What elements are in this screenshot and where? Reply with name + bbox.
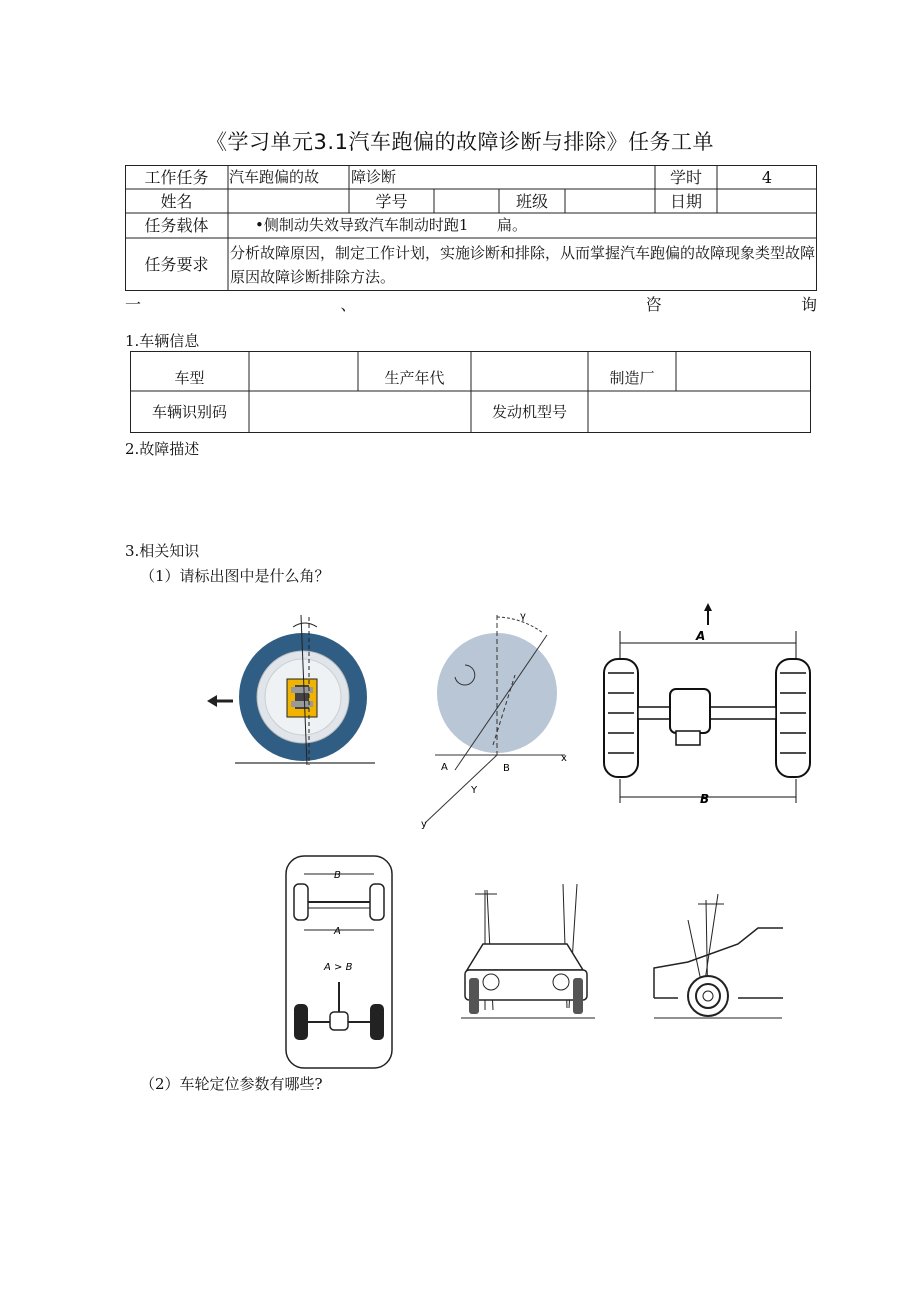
section-vehicle-info: 1.车辆信息 bbox=[125, 332, 200, 350]
student-no-label: 学号 bbox=[375, 192, 408, 211]
left-wheel-shape bbox=[604, 659, 638, 777]
vin-field[interactable] bbox=[249, 391, 471, 433]
fault-description-area[interactable] bbox=[125, 458, 817, 536]
manufacturer-label: 制造厂 bbox=[609, 369, 655, 387]
consult-heading bbox=[125, 292, 817, 315]
figure-axle-toe bbox=[600, 603, 815, 808]
consult-char-2: 、 bbox=[340, 295, 357, 314]
fig3-a-label: A bbox=[696, 629, 706, 643]
figure-kingpin-angle bbox=[415, 605, 575, 830]
carrier-value-b: 扁。 bbox=[497, 216, 528, 234]
hours-label: 学时 bbox=[669, 168, 702, 187]
task-info-grid bbox=[125, 165, 817, 291]
section-fault-description: 2.故障描述 bbox=[125, 440, 200, 458]
fig2-y-label: y bbox=[421, 819, 427, 830]
figure-chassis-toe-in bbox=[280, 852, 398, 1072]
fig2-x-label: x bbox=[561, 753, 567, 764]
carrier-value-a: •侧制动失效导致汽车制动时跑1 bbox=[255, 216, 469, 234]
manufacturer-field[interactable] bbox=[676, 351, 811, 391]
page-title: 《学习单元3.1汽车跑偏的故障诊断与排除》任务工单 bbox=[206, 130, 714, 154]
requirement-value: 分析故障原因，制定工作计划，实施诊断和排除，从而掌握汽车跑偏的故障现象类型故障原因故障诊断排除方法。 bbox=[230, 244, 816, 286]
date-label: 日期 bbox=[669, 192, 702, 211]
forward-arrow-icon bbox=[704, 603, 712, 611]
question-1: （1）请标出图中是什么角？ bbox=[140, 567, 330, 585]
hours-value: 4 bbox=[761, 168, 773, 187]
date-field[interactable] bbox=[717, 189, 817, 213]
consult-char-3: 咨 bbox=[645, 295, 662, 314]
fig3-b-label: B bbox=[700, 792, 710, 806]
task-value-a: 汽车跑偏的故 bbox=[229, 168, 320, 186]
consult-char-4: 询 bbox=[800, 295, 817, 314]
class-label: 班级 bbox=[515, 192, 548, 211]
task-value-b: 障诊断 bbox=[351, 168, 397, 186]
carrier-label: 任务载体 bbox=[144, 216, 209, 235]
vehicle-model-field[interactable] bbox=[249, 351, 358, 391]
section-related-knowledge: 3.相关知识 bbox=[125, 542, 200, 560]
vehicle-table bbox=[130, 351, 811, 433]
figure-car-side-caster bbox=[648, 880, 788, 1030]
fig4-a-label: A bbox=[334, 926, 341, 937]
fig2-a-label: A bbox=[441, 762, 448, 773]
name-label: 姓名 bbox=[160, 192, 193, 211]
name-field[interactable] bbox=[228, 189, 349, 213]
right-wheel-shape bbox=[776, 659, 810, 777]
requirement-label: 任务要求 bbox=[144, 255, 209, 274]
figure-car-front-camber bbox=[455, 880, 600, 1030]
question-2: （2）车轮定位参数有哪些? bbox=[140, 1075, 323, 1093]
engine-model-field[interactable] bbox=[588, 391, 811, 433]
fig2-Y-label: Y bbox=[471, 785, 478, 796]
production-year-label: 生产年代 bbox=[384, 369, 445, 387]
fig2-b-label: B bbox=[503, 763, 510, 774]
figure-wheel-camber bbox=[205, 605, 385, 775]
vehicle-model-label: 车型 bbox=[174, 369, 205, 387]
fig4-b-label: B bbox=[334, 870, 341, 881]
consult-char-1: 一 bbox=[125, 295, 142, 314]
fig2-gamma-label: γ bbox=[520, 611, 526, 622]
student-no-field[interactable] bbox=[434, 189, 499, 213]
fig4-compare-label: A > B bbox=[324, 962, 353, 973]
engine-model-label: 发动机型号 bbox=[491, 403, 567, 421]
production-year-field[interactable] bbox=[471, 351, 588, 391]
vin-label: 车辆识别码 bbox=[151, 403, 227, 421]
task-label: 工作任务 bbox=[144, 168, 209, 187]
class-field[interactable] bbox=[565, 189, 655, 213]
